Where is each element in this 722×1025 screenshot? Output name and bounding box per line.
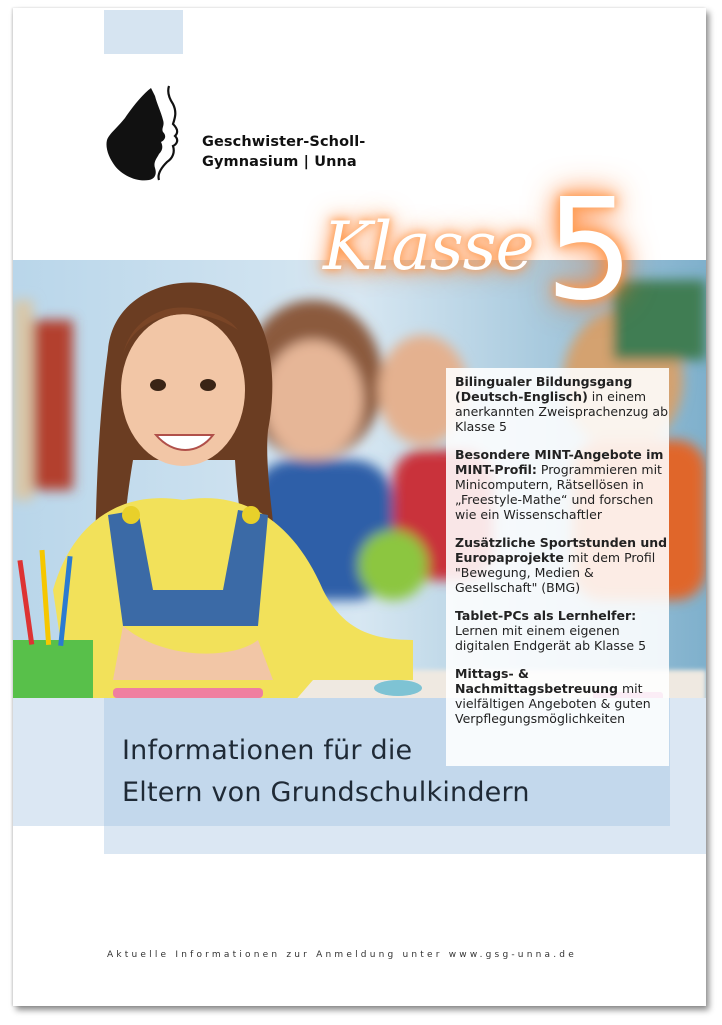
school-name-line1: Geschwister-Scholl- xyxy=(202,134,366,150)
headline-line2: Eltern von Grundschulkindern xyxy=(122,777,530,808)
feature-text: in einem anerkannten Zweisprachenzug ab Klasse 5 xyxy=(455,389,669,434)
feature-item xyxy=(455,447,669,522)
feature-item xyxy=(455,374,669,434)
feature-text: Lernen mit einem eigenen digitalen Endgerät ab Klasse 5 xyxy=(455,623,647,653)
silhouette-profile-logo-icon xyxy=(103,84,187,184)
feature-title: Tablet-PCs als Lernhelfer: xyxy=(455,608,637,623)
features-box xyxy=(446,368,669,766)
school-name-line2: Gymnasium | Unna xyxy=(202,154,357,170)
headline-line1: Informationen für die xyxy=(122,735,413,766)
klasse-word: Klasse xyxy=(323,208,534,285)
feature-title: Zusätzliche Sportstunden und Europaprojekte xyxy=(455,535,668,565)
feature-title: Bilingualer Bildungsgang (Deutsch-Englisch) xyxy=(455,374,633,404)
flyer-page xyxy=(13,8,706,1006)
klasse-5-banner xyxy=(323,169,683,336)
decorative-top-block xyxy=(104,10,183,54)
feature-item xyxy=(455,535,669,595)
feature-title: Mittags- & Nachmittagsbetreuung xyxy=(455,666,618,696)
footer-info-text: Aktuelle Informationen zur Anmeldung unter www.gsg-unna.de xyxy=(107,950,577,960)
feature-item xyxy=(455,666,669,726)
feature-text: mit dem Profil "Bewegung, Medien & Gesellschaft" (BMG) xyxy=(455,550,656,595)
school-name xyxy=(202,132,365,172)
headline-band-bottom xyxy=(104,826,706,854)
feature-title: Besondere MINT-Angebote im MINT-Profil: xyxy=(455,447,664,477)
klasse-number: 5 xyxy=(545,169,635,332)
feature-text: Programmieren mit Minicomputern, Rätsellösen in „Freestyle-Mathe“ und forschen wie ein Wissenschaftler xyxy=(455,462,662,522)
feature-item xyxy=(455,608,669,653)
feature-text: mit vielfältigen Angeboten & guten Verpflegungsmöglichkeiten xyxy=(455,681,651,726)
